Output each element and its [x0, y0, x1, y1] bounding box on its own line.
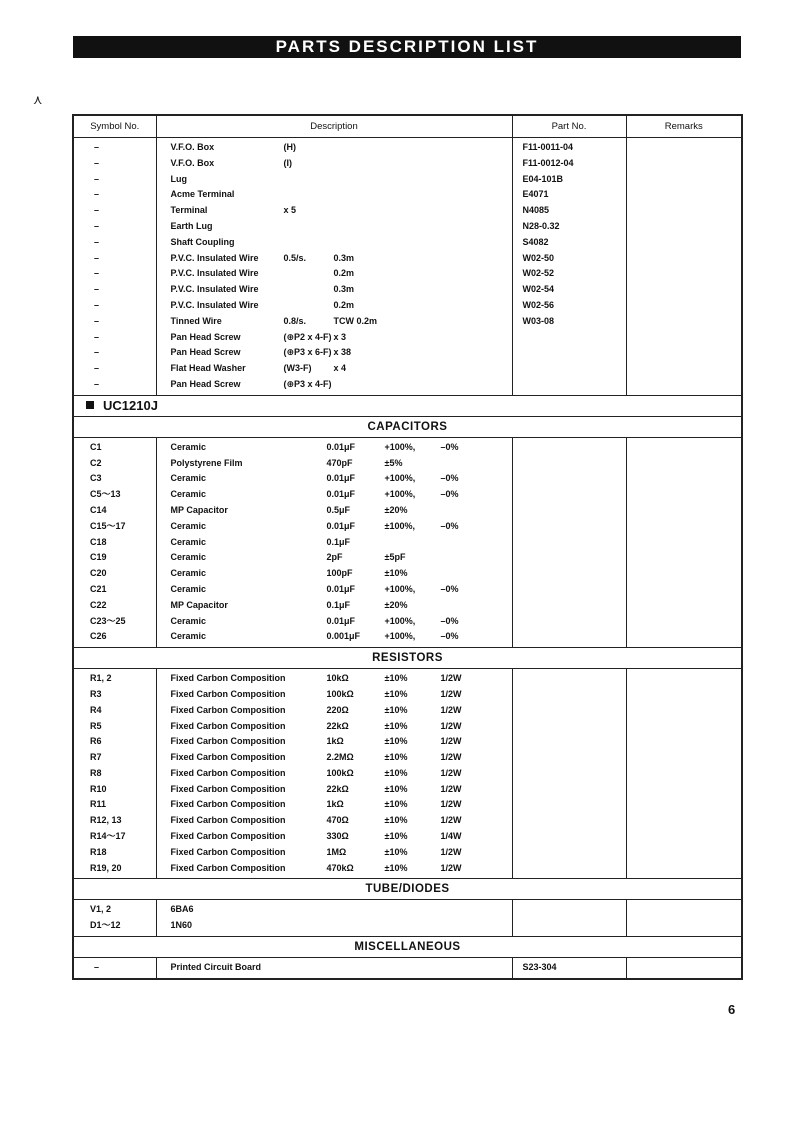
resistor-symbols [73, 669, 156, 879]
general-remarks [626, 138, 742, 396]
spec-value: 0.01μF [326, 615, 356, 626]
table-row [157, 566, 512, 582]
spec-value: ±10% [384, 673, 408, 684]
spec-value: –0% [440, 615, 459, 626]
table-row [157, 734, 512, 750]
spec-value: 1kΩ [326, 736, 344, 747]
spec-value: ±20% [384, 504, 408, 515]
description-text: 6BA6 [170, 904, 194, 915]
symbol-cell: R5 [90, 720, 102, 731]
spec-value: –0% [440, 473, 459, 484]
general-descriptions [156, 138, 512, 396]
spec-value: 0.01μF [326, 473, 356, 484]
misc-heading: MISCELLANEOUS [73, 937, 742, 958]
part-number: S4082 [522, 236, 549, 247]
description-text: Fixed Carbon Composition [170, 720, 286, 731]
description-text: P.V.C. Insulated Wire [170, 299, 259, 310]
part-number: W03-08 [522, 315, 555, 326]
table-row [157, 361, 512, 377]
description-text: Pan Head Screw [170, 378, 241, 389]
spec-value: 100pF [326, 568, 353, 579]
scan-mark: ⋏ [33, 92, 43, 107]
capacitors-heading: CAPACITORS [73, 416, 742, 437]
symbol-cell: – [93, 205, 99, 216]
spec-value: +100%, [384, 615, 416, 626]
table-header [73, 115, 742, 138]
spec-value: 470pF [326, 457, 353, 468]
table-row [157, 156, 512, 172]
parts-table [72, 114, 743, 980]
spec-value: 100kΩ [326, 688, 354, 699]
capacitor-descriptions [156, 437, 512, 647]
spec-value: –0% [440, 583, 459, 594]
spec-value: 0.01μF [326, 489, 356, 500]
symbol-cell: – [93, 157, 99, 168]
description-text: Fixed Carbon Composition [170, 688, 286, 699]
table-row [157, 703, 512, 719]
table-row [157, 172, 512, 188]
resistors-section [73, 669, 742, 879]
description-text: Flat Head Washer [170, 363, 246, 374]
tube-remarks [626, 900, 742, 937]
table-row [157, 582, 512, 598]
capacitor-part-numbers [512, 437, 626, 647]
spec-value: –0% [440, 631, 459, 642]
symbol-cell: – [93, 315, 99, 326]
spec-value: ±10% [384, 752, 408, 763]
symbol-cell: R10 [90, 783, 107, 794]
spec-value: 0.3m [333, 284, 355, 295]
spec-value: 2.2MΩ [326, 752, 354, 763]
table-row [157, 766, 512, 782]
part-number: F11-0012-04 [522, 157, 574, 168]
capacitor-remarks [626, 437, 742, 647]
spec-value: 0.2m [333, 299, 355, 310]
symbol-cell: C3 [90, 473, 102, 484]
spec-value: +100%, [384, 441, 416, 452]
part-number: N4085 [522, 205, 550, 216]
tube-descriptions [156, 900, 512, 937]
header-description: Description [156, 115, 512, 138]
symbol-cell: – [93, 236, 99, 247]
table-row [157, 750, 512, 766]
symbol-cell: C1 [90, 441, 102, 452]
symbol-cell: – [93, 284, 99, 295]
spec-value: ±5pF [384, 552, 406, 563]
table-row [157, 782, 512, 798]
resistor-remarks [626, 669, 742, 879]
spec-value: –0% [440, 441, 459, 452]
description-text: Fixed Carbon Composition [170, 736, 286, 747]
spec-value: x 3 [333, 331, 347, 342]
description-text: Fixed Carbon Composition [170, 783, 286, 794]
table-row [157, 330, 512, 346]
tubes-section [73, 900, 742, 937]
page-title: PARTS DESCRIPTION LIST [73, 36, 741, 58]
table-row [157, 282, 512, 298]
symbol-cell: C2 [90, 457, 102, 468]
symbol-cell: – [93, 252, 99, 263]
spec-value: (I) [283, 157, 292, 168]
spec-value: 1/2W [440, 673, 462, 684]
symbol-cell: – [93, 347, 99, 358]
table-row [157, 456, 512, 472]
symbol-cell: C20 [90, 568, 107, 579]
general-part-numbers [512, 138, 626, 396]
general-symbols [73, 138, 156, 396]
table-row [157, 187, 512, 203]
spec-value: 1/4W [440, 831, 462, 842]
table-row [157, 598, 512, 614]
description-text: Acme Terminal [170, 189, 235, 200]
description-text: 1N60 [170, 920, 193, 931]
spec-value: 0.01μF [326, 520, 356, 531]
general-section [73, 138, 742, 396]
description-text: Ceramic [170, 583, 207, 594]
spec-value: (⊕P3 x 6-F) [283, 347, 332, 358]
spec-value: ±10% [384, 720, 408, 731]
tubes-heading: TUBE/DIODES [73, 879, 742, 900]
description-text: Ceramic [170, 473, 207, 484]
tube-symbols [73, 900, 156, 937]
description-text: V.F.O. Box [170, 142, 215, 152]
spec-value: 1/2W [440, 799, 462, 810]
part-number: E04-101B [522, 173, 564, 184]
symbol-cell: C15～17 [90, 520, 126, 531]
misc-part-numbers [512, 958, 626, 979]
spec-value: x 38 [333, 347, 352, 358]
spec-value: 0.01μF [326, 441, 356, 452]
spec-value: TCW 0.2m [333, 315, 378, 326]
symbol-cell: C5～13 [90, 489, 121, 500]
capacitors-section [73, 437, 742, 647]
table-row [157, 377, 512, 393]
part-number: N28-0.32 [522, 220, 560, 231]
spec-value: 1/2W [440, 783, 462, 794]
description-text: MP Capacitor [170, 504, 228, 515]
part-number: W02-54 [522, 284, 555, 295]
description-text: Ceramic [170, 631, 207, 642]
table-row [157, 314, 512, 330]
spec-value: ±10% [384, 767, 408, 778]
description-text: MP Capacitor [170, 599, 228, 610]
description-text: P.V.C. Insulated Wire [170, 252, 259, 263]
description-text: Fixed Carbon Composition [170, 799, 286, 810]
table-row [157, 140, 512, 156]
spec-value: ±100%, [384, 520, 415, 531]
table-row [157, 345, 512, 361]
spec-value: 1/2W [440, 815, 462, 826]
misc-symbols [73, 958, 156, 979]
table-row [157, 503, 512, 519]
part-number: W02-50 [522, 252, 555, 263]
description-text: Ceramic [170, 489, 207, 500]
description-text: Pan Head Screw [170, 347, 241, 358]
symbol-cell: – [93, 220, 99, 231]
table-row [157, 487, 512, 503]
spec-value: ±20% [384, 599, 408, 610]
description-text: Fixed Carbon Composition [170, 862, 286, 873]
description-text: P.V.C. Insulated Wire [170, 284, 259, 295]
spec-value: 470kΩ [326, 862, 354, 873]
spec-value: 2pF [326, 552, 343, 563]
description-text: Fixed Carbon Composition [170, 752, 286, 763]
spec-value: 0.1μF [326, 536, 351, 547]
spec-value: +100%, [384, 489, 416, 500]
description-text: Fixed Carbon Composition [170, 831, 286, 842]
spec-value: 0.2m [333, 268, 355, 279]
symbol-cell: R8 [90, 767, 102, 778]
spec-value: ±10% [384, 862, 408, 873]
spec-value: 10kΩ [326, 673, 349, 684]
spec-value: 1kΩ [326, 799, 344, 810]
symbol-cell: – [93, 962, 99, 973]
resistors-heading: RESISTORS [73, 648, 742, 669]
misc-section [73, 958, 742, 979]
resistor-descriptions [156, 669, 512, 879]
spec-value: +100%, [384, 583, 416, 594]
table-row [157, 298, 512, 314]
spec-value: 0.1μF [326, 599, 351, 610]
symbol-cell: R14～17 [90, 831, 126, 842]
spec-value: 1/2W [440, 767, 462, 778]
spec-value: 1/2W [440, 752, 462, 763]
spec-value: ±10% [384, 688, 408, 699]
spec-value: 22kΩ [326, 783, 349, 794]
description-text: Ceramic [170, 615, 207, 626]
description-text: V.F.O. Box [170, 157, 215, 168]
table-row [157, 719, 512, 735]
spec-value: (W3-F) [283, 363, 312, 374]
model-row [73, 395, 742, 416]
symbol-cell: R4 [90, 704, 102, 715]
part-number: S23-304 [522, 962, 557, 973]
symbol-cell: – [93, 189, 99, 200]
part-number: F11-0011-04 [522, 142, 574, 152]
spec-value: 100kΩ [326, 767, 354, 778]
description-text: Printed Circuit Board [170, 962, 262, 973]
spec-value: ±10% [384, 846, 408, 857]
symbol-cell: R18 [90, 846, 107, 857]
description-text: Polystyrene Film [170, 457, 243, 468]
table-row [157, 550, 512, 566]
table-row [157, 960, 512, 976]
table-row [157, 671, 512, 687]
symbol-cell: C22 [90, 599, 107, 610]
symbol-cell: C26 [90, 631, 107, 642]
spec-value: 1MΩ [326, 846, 347, 857]
description-text: Fixed Carbon Composition [170, 846, 286, 857]
spec-value: 470Ω [326, 815, 349, 826]
table-row [157, 813, 512, 829]
description-text: Fixed Carbon Composition [170, 767, 286, 778]
spec-value: 1/2W [440, 846, 462, 857]
symbol-cell: C23～25 [90, 615, 126, 626]
symbol-cell: R12, 13 [90, 815, 122, 826]
table-row [157, 266, 512, 282]
spec-value: 0.01μF [326, 583, 356, 594]
misc-descriptions [156, 958, 512, 979]
table-row [157, 471, 512, 487]
description-text: P.V.C. Insulated Wire [170, 268, 259, 279]
table-row [157, 902, 512, 918]
spec-value: –0% [440, 489, 459, 500]
table-row [157, 203, 512, 219]
spec-value: (⊕P2 x 4-F) [283, 331, 332, 342]
spec-value: ±10% [384, 736, 408, 747]
spec-value: 0.8/s. [283, 315, 307, 326]
symbol-cell: R6 [90, 736, 102, 747]
spec-value: 0.3m [333, 252, 355, 263]
symbol-cell: R7 [90, 752, 102, 763]
spec-value: ±10% [384, 831, 408, 842]
description-text: Lug [170, 173, 187, 184]
spec-value: +100%, [384, 473, 416, 484]
description-text: Pan Head Screw [170, 331, 241, 342]
table-row [157, 235, 512, 251]
symbol-cell: – [93, 268, 99, 279]
symbol-cell: – [93, 378, 99, 389]
table-row [157, 629, 512, 645]
table-row [157, 535, 512, 551]
symbol-cell: C19 [90, 552, 107, 563]
spec-value: (H) [283, 142, 296, 152]
table-row [157, 829, 512, 845]
table-row [157, 440, 512, 456]
symbol-cell: – [93, 173, 99, 184]
table-row [157, 251, 512, 267]
table-row [157, 918, 512, 934]
symbol-cell: R19, 20 [90, 862, 122, 873]
square-bullet-icon [86, 401, 94, 409]
spec-value: 1/2W [440, 736, 462, 747]
misc-remarks [626, 958, 742, 979]
model-name: UC1210J [103, 397, 158, 413]
spec-value: 1/2W [440, 688, 462, 699]
table-row [157, 687, 512, 703]
symbol-cell: C18 [90, 536, 107, 547]
table-row [157, 797, 512, 813]
header-remarks: Remarks [626, 115, 742, 138]
table-row [157, 845, 512, 861]
description-text: Terminal [170, 205, 208, 216]
spec-value: ±10% [384, 815, 408, 826]
description-text: Fixed Carbon Composition [170, 673, 286, 684]
symbol-cell: R3 [90, 688, 102, 699]
symbol-cell: C14 [90, 504, 107, 515]
spec-value: 0.001μF [326, 631, 361, 642]
table-row [157, 861, 512, 877]
description-text: Fixed Carbon Composition [170, 815, 286, 826]
description-text: Ceramic [170, 520, 207, 531]
spec-value: ±10% [384, 783, 408, 794]
header-symbol: Symbol No. [73, 115, 156, 138]
part-number: W02-56 [522, 299, 555, 310]
part-number: W02-52 [522, 268, 555, 279]
description-text: Ceramic [170, 552, 207, 563]
symbol-cell: V1, 2 [90, 904, 112, 915]
symbol-cell: R1, 2 [90, 673, 112, 684]
symbol-cell: – [93, 363, 99, 374]
symbol-cell: D1～12 [90, 920, 121, 931]
spec-value: 1/2W [440, 704, 462, 715]
part-number: E4071 [522, 189, 549, 200]
spec-value: 0.5/s. [283, 252, 307, 263]
symbol-cell: C21 [90, 583, 107, 594]
description-text: Ceramic [170, 568, 207, 579]
table-row [157, 519, 512, 535]
symbol-cell: R11 [90, 799, 107, 810]
spec-value: ±5% [384, 457, 403, 468]
spec-value: 220Ω [326, 704, 349, 715]
spec-value: 1/2W [440, 862, 462, 873]
description-text: Fixed Carbon Composition [170, 704, 286, 715]
description-text: Tinned Wire [170, 315, 222, 326]
spec-value: 330Ω [326, 831, 349, 842]
description-text: Ceramic [170, 441, 207, 452]
spec-value: (⊕P3 x 4-F) [283, 378, 332, 389]
spec-value: ±10% [384, 704, 408, 715]
spec-value: ±10% [384, 568, 408, 579]
spec-value: ±10% [384, 799, 408, 810]
description-text: Ceramic [170, 536, 207, 547]
spec-value: x 4 [333, 363, 347, 374]
capacitor-symbols [73, 437, 156, 647]
header-part-no: Part No. [512, 115, 626, 138]
table-row [157, 219, 512, 235]
page-number: 6 [728, 1002, 736, 1017]
spec-value: +100%, [384, 631, 416, 642]
spec-value: x 5 [283, 205, 297, 216]
spec-value: 22kΩ [326, 720, 349, 731]
table-row [157, 614, 512, 630]
spec-value: 0.5μF [326, 504, 351, 515]
description-text: Earth Lug [170, 220, 213, 231]
description-text: Shaft Coupling [170, 236, 235, 247]
symbol-cell: – [93, 142, 99, 152]
tube-part-numbers [512, 900, 626, 937]
symbol-cell: – [93, 299, 99, 310]
symbol-cell: – [93, 331, 99, 342]
spec-value: 1/2W [440, 720, 462, 731]
spec-value: –0% [440, 520, 459, 531]
resistor-part-numbers [512, 669, 626, 879]
